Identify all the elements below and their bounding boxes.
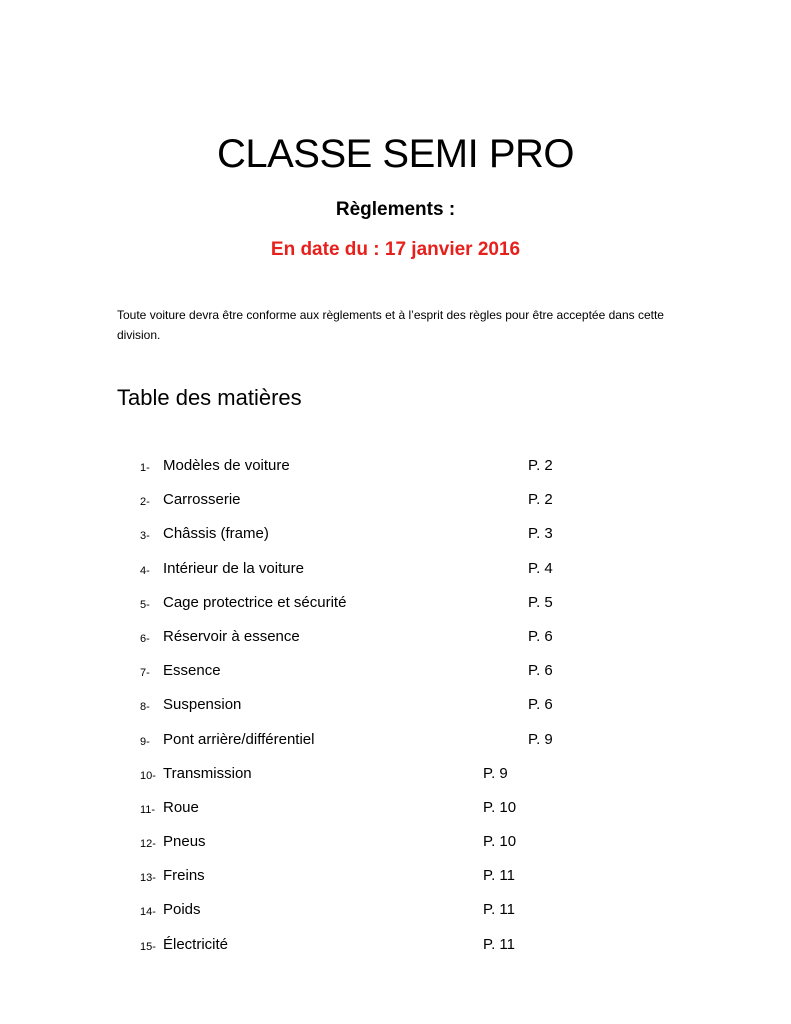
toc-heading: Table des matières [117,385,302,410]
toc-label: Roue [163,799,199,816]
toc-number: 8- [140,701,150,713]
toc-number: 13- [140,872,156,884]
toc-number: 1- [140,462,150,474]
toc-row [0,865,791,889]
toc-label: Freins [163,867,205,884]
toc-row [0,831,791,855]
toc-label: Transmission [163,765,252,782]
document-subtitle: Règlements : [335,199,456,220]
toc-page: P. 11 [483,901,515,918]
toc-label: Châssis (frame) [163,525,269,542]
toc-label: Pont arrière/différentiel [163,731,315,748]
toc-number: 7- [140,667,150,679]
toc-label: Intérieur de la voiture [163,560,304,577]
toc-row [0,592,791,616]
toc-row [0,626,791,650]
toc-row [0,934,791,958]
toc-row [0,797,791,821]
toc-label: Carrosserie [163,491,241,508]
toc-number: 5- [140,599,150,611]
toc-number: 11- [140,804,156,816]
toc-page: P. 5 [528,594,553,611]
toc-page: P. 4 [528,560,553,577]
toc-label: Poids [163,901,201,918]
toc-number: 2- [140,496,150,508]
toc-label: Pneus [163,833,206,850]
toc-label: Réservoir à essence [163,628,300,645]
toc-page: P. 11 [483,936,515,953]
toc-row [0,899,791,923]
toc-label: Modèles de voiture [163,457,290,474]
toc-number: 15- [140,941,156,953]
toc-row [0,694,791,718]
toc-page: P. 9 [528,731,553,748]
toc-number: 4- [140,565,150,577]
toc-number: 10- [140,770,156,782]
toc-number: 3- [140,530,150,542]
toc-row [0,660,791,684]
document-title: CLASSE SEMI PRO [216,132,575,176]
toc-page: P. 2 [528,457,553,474]
toc-page: P. 10 [483,833,517,850]
toc-number: 6- [140,633,150,645]
toc-label: Cage protectrice et sécurité [163,594,347,611]
toc-number: 14- [140,906,156,918]
toc-page: P. 11 [483,867,515,884]
intro-paragraph: Toute voiture devra être conforme aux règlements et à l’esprit des règles pour être acceptée dans cette division. [117,308,664,342]
document-date: En date du : 17 janvier 2016 [270,239,521,260]
toc-number: 12- [140,838,156,850]
toc-page: P. 2 [528,491,553,508]
toc-label: Essence [163,662,221,679]
toc-page: P. 6 [528,696,553,713]
toc-number: 9- [140,736,150,748]
toc-row [0,523,791,547]
toc-page: P. 9 [483,765,508,782]
toc-row [0,455,791,479]
toc-row [0,489,791,513]
toc-row [0,763,791,787]
toc-row [0,558,791,582]
toc-page: P. 6 [528,662,553,679]
toc-page: P. 6 [528,628,553,645]
toc-label: Électricité [163,936,229,953]
toc-page: P. 3 [528,525,553,542]
toc-label: Suspension [163,696,242,713]
toc-page: P. 10 [483,799,517,816]
toc-row [0,729,791,753]
